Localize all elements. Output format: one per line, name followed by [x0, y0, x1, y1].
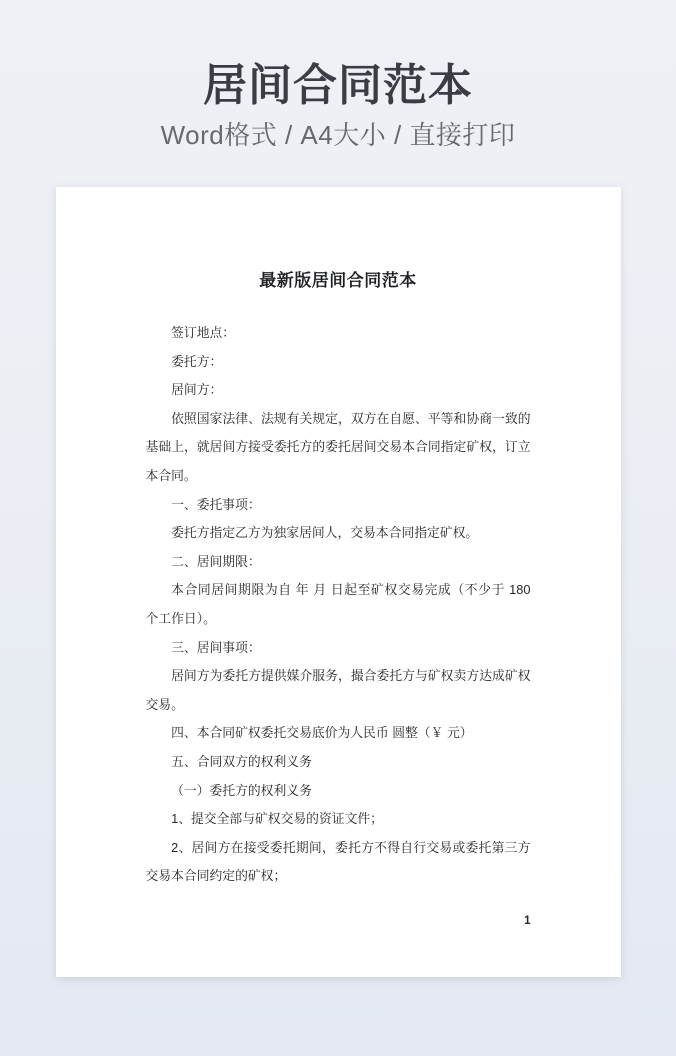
- doc-line: （一）委托方的权利义务: [171, 782, 312, 798]
- doc-line: 本合同居间期限为自 年 月 日起至矿权交易完成（不少于 180: [171, 582, 531, 598]
- document-body: [146, 319, 531, 891]
- doc-line: 委托方：: [171, 353, 223, 369]
- doc-line: 三、居间事项：: [171, 639, 261, 655]
- doc-line: 个工作日）。: [145, 610, 216, 626]
- document-title: 最新版居间合同范本: [259, 271, 417, 290]
- template-title: 居间合同范本: [203, 61, 473, 110]
- template-subtitle: Word格式 / A4大小 / 直接打印: [160, 120, 516, 150]
- doc-line: 居间方：: [171, 382, 223, 398]
- document-page-preview: [56, 187, 621, 977]
- doc-line: 1、提交全部与矿权交易的资证文件；: [171, 811, 383, 827]
- preview-header: [0, 0, 676, 150]
- page-number: 1: [524, 915, 531, 927]
- doc-line: 五、合同双方的权利义务: [171, 753, 312, 769]
- doc-line: 交易本合同约定的矿权；: [145, 868, 287, 884]
- doc-line: 依照国家法律、法规有关规定，双方在自愿、平等和协商一致的: [171, 410, 531, 426]
- doc-line: 居间方为委托方提供媒介服务，撮合委托方与矿权卖方达成矿权: [171, 668, 531, 684]
- doc-line: 签订地点：: [171, 325, 236, 340]
- doc-line: 委托方指定乙方为独家居间人，交易本合同指定矿权。: [171, 525, 479, 541]
- doc-line: 四、本合同矿权委托交易底价为人民币 圆整（￥ 元）: [171, 725, 473, 741]
- doc-line: 交易。: [145, 696, 184, 712]
- doc-line: 2、居间方在接受委托期间，委托方不得自行交易或委托第三方: [171, 839, 531, 855]
- doc-line: 基础上，就居间方接受委托方的委托居间交易本合同指定矿权，订立: [145, 439, 531, 455]
- doc-line: 一、委托事项：: [171, 496, 261, 512]
- doc-line: 本合同。: [145, 467, 197, 483]
- doc-line: 二、居间期限：: [171, 553, 261, 569]
